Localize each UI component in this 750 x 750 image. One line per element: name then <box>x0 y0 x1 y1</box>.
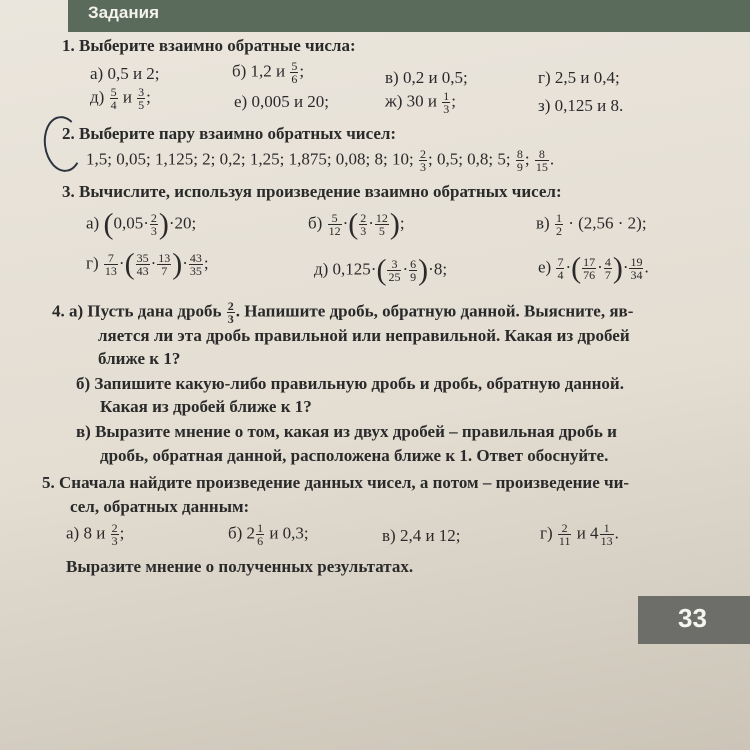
numerator: 2 <box>227 299 234 313</box>
denominator: 13 <box>600 534 613 548</box>
denominator: 2 <box>555 224 562 238</box>
numerator: 1 <box>443 89 450 103</box>
task1-z: з) 0,125 и 8. <box>538 96 624 115</box>
label: д) 0,125· <box>314 259 377 279</box>
period: . <box>614 523 619 543</box>
page-number-badge <box>638 596 750 644</box>
fraction <box>104 252 118 277</box>
numerator: 19 <box>630 255 643 269</box>
denominator: 34 <box>630 268 643 282</box>
task1-g: г) 2,5 и 0,4; <box>538 68 620 87</box>
fraction <box>582 256 596 281</box>
numerator: 13 <box>158 251 171 265</box>
conjunction: и <box>122 87 132 107</box>
task5-b <box>228 522 309 547</box>
numerator: 12 <box>375 211 388 225</box>
fraction <box>150 212 158 237</box>
numerator: 1 <box>555 211 562 225</box>
label: г) <box>540 523 553 543</box>
paren-close: ) <box>389 207 400 241</box>
task4-line4: б) Запишите какую-либо правильную дробь и дробь, обратную данной. <box>76 374 624 393</box>
paren-close: ) <box>418 253 429 287</box>
fraction <box>516 148 524 173</box>
fraction <box>136 252 150 277</box>
fraction <box>111 522 119 547</box>
dot: · <box>118 253 125 273</box>
paren-open: ( <box>103 207 114 241</box>
dot: · <box>182 253 188 273</box>
task3-g: г) $\frac{7}{13}$ ·( $\frac{35}{43}$ · $\frac{13}{7}$ )· $\frac{43}{35}$ ; <box>86 247 209 281</box>
denominator: 5 <box>378 224 385 238</box>
denominator: 43 <box>136 264 149 278</box>
pen-circle-mark <box>40 114 85 175</box>
task1-v: в) 0,2 и 0,5; <box>385 68 468 87</box>
denominator: 9 <box>410 270 417 284</box>
task5-v: в) 2,4 и 12; <box>382 526 461 545</box>
fraction <box>535 148 549 173</box>
semicolon: ; <box>119 523 125 543</box>
denominator: 11 <box>558 534 571 548</box>
semicolon: ; <box>399 213 405 233</box>
numerator: 2 <box>150 211 157 225</box>
numerator: 17 <box>583 255 596 269</box>
expr: ·8; <box>428 259 448 279</box>
task4-line7: дробь, обратная данной, расположена ближе к 1. Ответ обоснуйте. <box>100 446 609 465</box>
section-title: Задания <box>88 3 159 22</box>
numerator: 7 <box>557 255 564 269</box>
numerator: 3 <box>387 258 401 271</box>
denominator: 3 <box>227 312 234 326</box>
denominator: 25 <box>388 270 401 284</box>
numerator: 6 <box>410 257 417 271</box>
page-number: 33 <box>678 603 707 633</box>
denominator: 3 <box>443 102 450 116</box>
task5-a <box>66 522 124 547</box>
text: а) 8 и <box>66 523 106 543</box>
numerator: 5 <box>328 212 342 225</box>
numerator: 2 <box>111 521 118 535</box>
paren-close: ) <box>172 247 183 281</box>
fraction <box>189 252 203 277</box>
denominator: 7 <box>161 264 168 278</box>
expr: · (2,56 · 2); <box>568 213 647 233</box>
task5-g <box>540 522 619 547</box>
expr: ·20; <box>168 213 197 233</box>
task1-a: а) 0,5 и 2; <box>90 64 160 83</box>
label: а) <box>86 213 100 233</box>
text: и 4 <box>576 523 599 543</box>
fraction <box>387 258 401 283</box>
text: б) 2 <box>228 523 256 543</box>
numbers-text: ; 0,5; 0,8; 5; <box>427 149 511 169</box>
task1-b <box>232 60 304 85</box>
label: е) <box>538 257 552 277</box>
semicolon: ; <box>146 87 151 107</box>
dot: · <box>565 257 572 277</box>
period: . <box>549 149 555 169</box>
numerator: 1 <box>257 521 264 535</box>
numbers-text: 1,5; 0,05; 1,125; 2; 0,2; 1,25; 1,875; 0,08; 8; 10; <box>86 149 414 169</box>
task1-b-fraction <box>290 60 298 85</box>
fraction <box>629 256 643 281</box>
task5-line1: 5. Сначала найдите произведение данных чисел, а потом – произведение чи- <box>42 473 630 492</box>
dot: · <box>622 257 629 277</box>
numerator: 8 <box>516 147 523 161</box>
denominator: 3 <box>419 160 426 174</box>
numerator: 7 <box>104 252 118 265</box>
denominator: 3 <box>150 224 157 238</box>
denominator: 7 <box>604 268 611 282</box>
section-header <box>68 0 750 32</box>
denominator: 15 <box>535 160 548 174</box>
denominator: 6 <box>291 72 298 86</box>
numerator: 2 <box>360 211 367 225</box>
numerator: 5 <box>291 59 298 73</box>
denominator: 3 <box>111 534 118 548</box>
fraction <box>600 522 614 547</box>
paren-close: ) <box>158 207 169 241</box>
denominator: 3 <box>360 224 367 238</box>
label: б) <box>308 213 323 233</box>
fraction <box>604 256 612 281</box>
label: г) <box>86 253 99 273</box>
paren-open: ( <box>348 207 359 241</box>
denominator: 12 <box>328 224 341 238</box>
text: . Напишите дробь, обратную данной. Выясните, яв- <box>235 301 634 321</box>
task3-title: 3. Вычислите, используя произведение взаимно обратных чисел: <box>62 182 562 201</box>
denominator: 5 <box>138 98 145 112</box>
fraction <box>419 148 427 173</box>
numerator: 5 <box>110 85 117 99</box>
task1-title: 1. Выберите взаимно обратные числа: <box>62 36 356 55</box>
period: . <box>644 257 649 277</box>
task1-d-fraction1 <box>110 86 118 111</box>
separator: ; <box>524 149 530 169</box>
denominator: 76 <box>583 268 596 282</box>
text: ж) 30 и <box>385 91 438 111</box>
task3-d: д) 0,125·( $\frac{3}{25}$ · $\frac{6}{9}$ )·8; <box>314 253 448 287</box>
fraction <box>375 212 389 237</box>
denominator: 4 <box>557 268 564 282</box>
task1-e: е) 0,005 и 20; <box>234 92 330 111</box>
fraction <box>328 212 342 237</box>
paren-open: ( <box>376 253 387 287</box>
fraction <box>359 212 367 237</box>
numerator: 2 <box>419 147 426 161</box>
numerator: 1 <box>600 522 614 535</box>
paren-open: ( <box>571 251 582 285</box>
task4-line5: Какая из дробей ближе к 1? <box>100 397 312 416</box>
paren-close: ) <box>612 251 623 285</box>
fraction <box>227 300 235 325</box>
numerator: 3 <box>138 85 145 99</box>
task5-line2: сел, обратных данным: <box>70 497 250 516</box>
dot: · <box>342 213 349 233</box>
task2-title: 2. Выберите пару взаимно обратных чисел: <box>62 124 397 143</box>
task3-a <box>86 207 197 241</box>
task1-d-fraction2 <box>137 86 145 111</box>
numerator: 43 <box>189 251 202 265</box>
task4-line6: в) Выразите мнение о том, какая из двух дробей – правильная дробь и <box>76 422 617 441</box>
task1-d <box>90 86 151 111</box>
numerator: 4 <box>604 255 611 269</box>
fraction <box>157 252 171 277</box>
task3-b: б) $\frac{5}{12}$ ·( $\frac{2}{3}$ · $\frac{12}{5}$ ); <box>308 207 405 241</box>
semicolon: ; <box>203 253 209 273</box>
fraction <box>556 256 564 281</box>
paren-open: ( <box>124 247 135 281</box>
semicolon: ; <box>451 91 456 111</box>
task1-zh-fraction <box>442 90 450 115</box>
task4-line2: ляется ли эта дробь правильной или неправильной. Какая из дробей <box>98 326 630 345</box>
task1-b-text: б) 1,2 и <box>232 61 286 81</box>
label: в) <box>536 213 550 233</box>
task3-v <box>536 212 647 237</box>
numerator: 2 <box>558 522 572 535</box>
numerator: 35 <box>136 251 149 265</box>
text: 4. а) Пусть дана дробь <box>52 301 222 321</box>
task3-e: е) $\frac{7}{4}$ ·( $\frac{17}{76}$ · $\frac{4}{7}$ )· $\frac{19}{34}$ . <box>538 251 649 285</box>
task5-conclusion: Выразите мнение о полученных результатах. <box>66 557 414 576</box>
denominator: 4 <box>110 98 117 112</box>
task4-line1 <box>52 300 633 325</box>
denominator: 35 <box>189 264 202 278</box>
task4-line3: ближе к 1? <box>98 349 181 368</box>
numerator: 8 <box>535 148 549 161</box>
fraction <box>256 522 264 547</box>
text: и 0,3; <box>269 523 309 543</box>
task2-numbers <box>86 148 554 173</box>
denominator: 9 <box>516 160 523 174</box>
semicolon: ; <box>299 61 305 81</box>
fraction <box>555 212 563 237</box>
denominator: 6 <box>257 534 264 548</box>
fraction <box>558 522 572 547</box>
label: д) <box>90 87 105 107</box>
denominator: 13 <box>104 264 117 278</box>
fraction <box>409 258 417 283</box>
expr: 0,05· <box>113 213 149 233</box>
task1-zh <box>385 90 456 115</box>
